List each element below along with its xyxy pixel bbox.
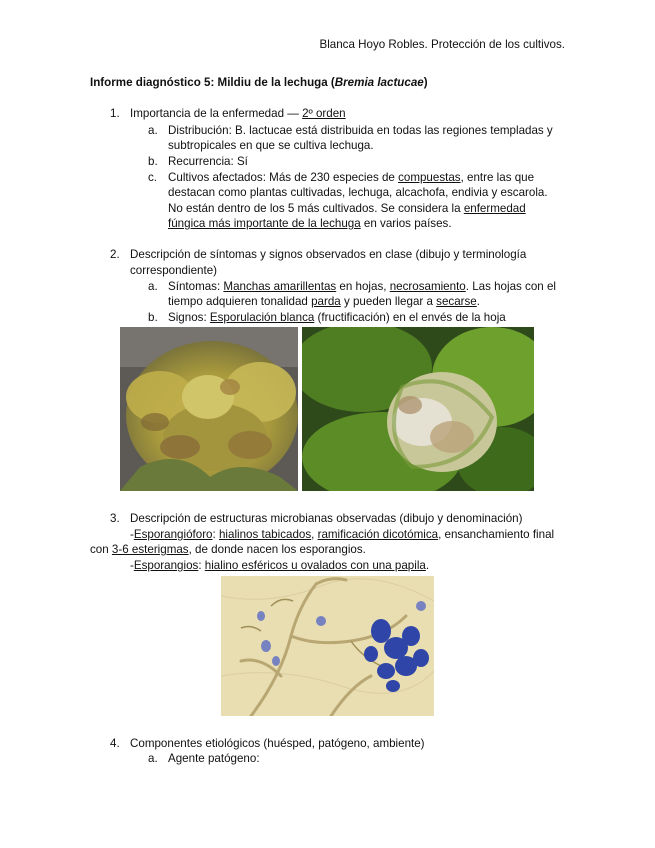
section-1-heading: Importancia de la enfermedad — 2º orden (130, 107, 346, 120)
item-2a-line2: tiempo adquieren tonalidad parda y pueden llegar a secarse. (168, 295, 480, 308)
item-2b-text: Signos: Esporulación blanca (fructificación) en el envés de la hoja (168, 311, 506, 324)
leaf-sporulation-photo (302, 327, 534, 491)
item-1a-line2: subtropicales en que se cultiva lechuga. (168, 139, 374, 152)
species-name: Bremia lactucae (334, 76, 424, 89)
item-1c-line2: destacan como plantas cultivadas, lechuga, alcachofa, endivia y escarola. (168, 186, 548, 199)
section-3-line2: -Esporangióforo: hialinos tabicados, ramificación dicotómica, ensanchamiento final (130, 528, 555, 541)
item-1a-line1: Distribución: B. lactucae está distribuida en todas las regiones templadas y (168, 124, 553, 137)
section-2-line1: Descripción de síntomas y signos observados en clase (dibujo y terminología (130, 248, 527, 261)
lettuce-plant-photo (120, 327, 298, 491)
section-3-number: 3. (110, 512, 120, 525)
item-2a-mark: a. (148, 280, 158, 293)
item-4a-mark: a. (148, 752, 158, 765)
section-4-line1: Componentes etiológicos (huésped, patógeno, ambiente) (130, 737, 425, 750)
item-1c-line1: Cultivos afectados: Más de 230 especies de compuestas, entre las que (168, 171, 535, 184)
section-3-line1: Descripción de estructuras microbianas observadas (dibujo y denominación) (130, 512, 523, 525)
item-2b-mark: b. (148, 311, 158, 324)
order-label: 2º orden (302, 107, 346, 120)
page-header: Blanca Hoyo Robles. Protección de los cultivos. (319, 38, 565, 51)
item-1c-line3: No están dentro de los 5 más cultivados. Se considera la enfermedad (168, 202, 526, 215)
item-1a-mark: a. (148, 124, 158, 137)
item-1c-mark: c. (148, 171, 158, 184)
section-3-line3: con 3-6 esterigmas, de donde nacen los esporangios. (90, 543, 366, 556)
section-2-number: 2. (110, 248, 120, 261)
item-1c-line4: fúngica más importante de la lechuga en varios países. (168, 217, 452, 230)
item-4a-text: Agente patógeno: (168, 752, 260, 765)
report-title: Informe diagnóstico 5: Mildiu de la lechuga (Bremia lactucae) (90, 76, 428, 89)
section-4-number: 4. (110, 737, 120, 750)
item-2a-line1: Síntomas: Manchas amarillentas en hojas, necrosamiento. Las hojas con el (168, 280, 556, 293)
item-1b-text: Recurrencia: Sí (168, 155, 248, 168)
section-2-line2: correspondiente) (130, 264, 218, 277)
microscope-photo (221, 576, 434, 716)
section-1-number: 1. (110, 107, 120, 120)
section-3-line4: -Esporangios: hialino esféricos u ovalados con una papila. (130, 559, 430, 572)
item-1b-mark: b. (148, 155, 158, 168)
